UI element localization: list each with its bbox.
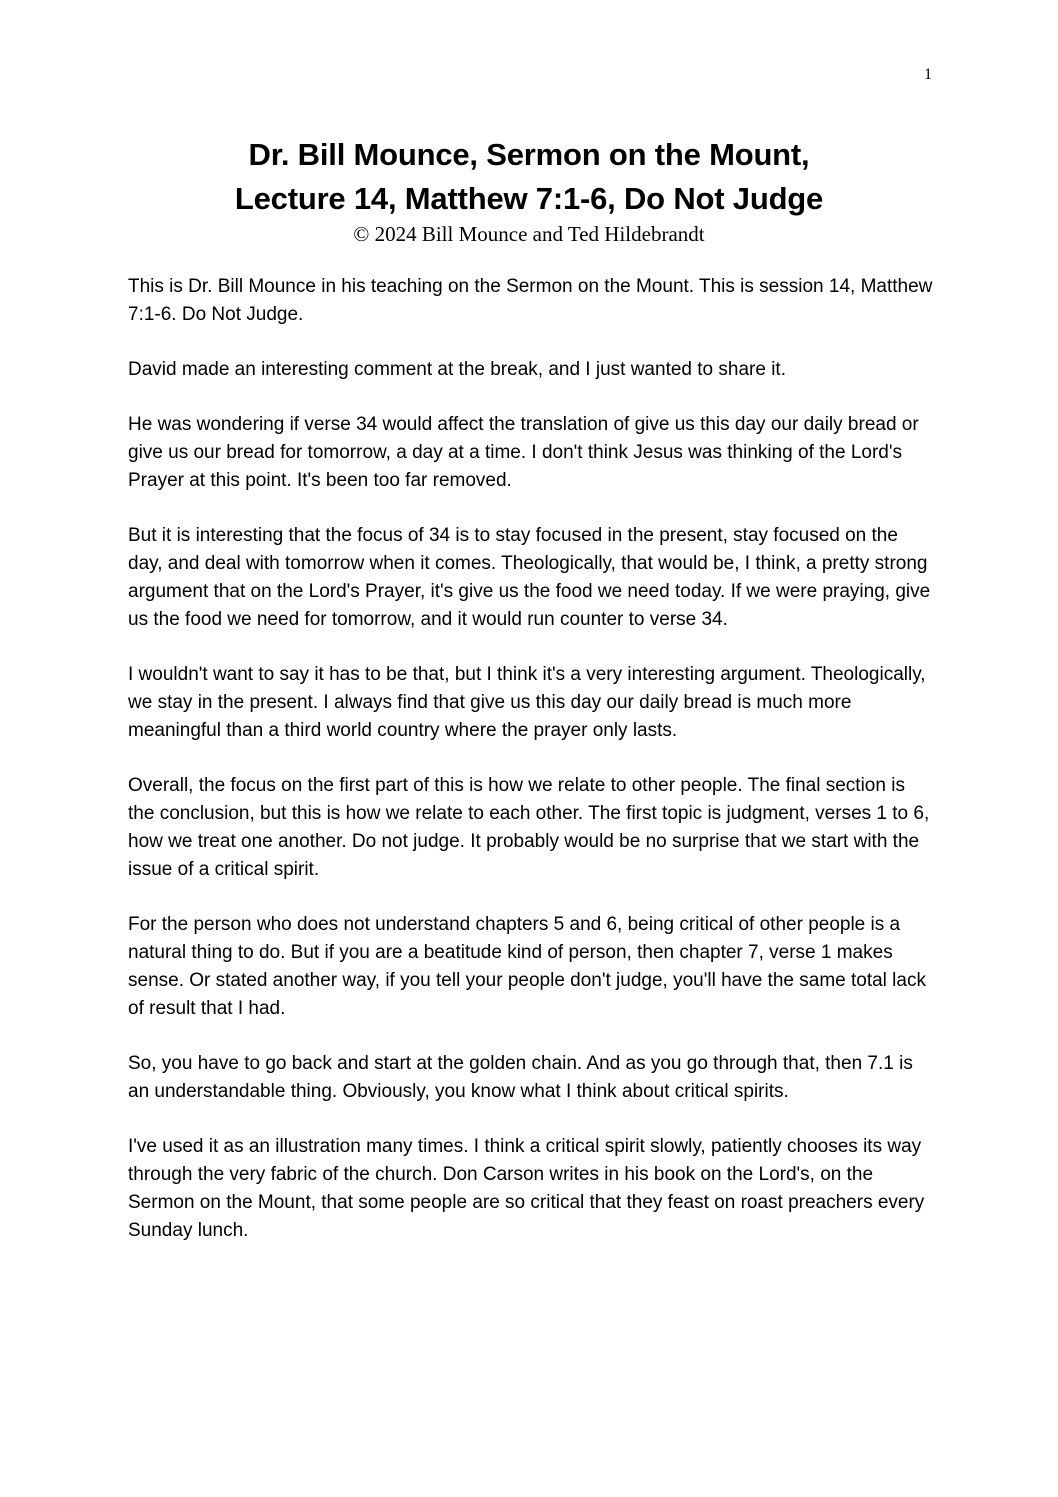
title-block (0, 133, 1058, 247)
paragraph-4: But it is interesting that the focus of 34 is to stay focused in the present, stay focused on the day, and deal with tomorrow when it comes. Theologically, that would be, I think, a pretty strong argument that on the Lord's Prayer, it's give us the food we need today. If we were praying, give us the food we need for tomorrow, and it would run counter to verse 34. (128, 525, 931, 630)
body-text (128, 273, 936, 1272)
paragraph-3: He was wondering if verse 34 would affect the translation of give us this day our daily bread or give us our bread for tomorrow, a day at a time. I don't think Jesus was thinking of the Lord's Prayer at this point. It's been too far removed. (128, 414, 919, 491)
paragraph-8: So, you have to go back and start at the golden chain. And as you go through that, then 7.1 is an understandable thing. Obviously, you know what I think about critical spirits. (128, 1053, 913, 1102)
document-title-line-1: Dr. Bill Mounce, Sermon on the Mount, (248, 137, 810, 172)
document-title-line-2: Lecture 14, Matthew 7:1-6, Do Not Judge (234, 181, 824, 216)
paragraph-7: For the person who does not understand chapters 5 and 6, being critical of other people is a natural thing to do. But if you are a beatitude kind of person, then chapter 7, verse 1 makes sense. Or stated another way, if you tell your people don't judge, you'll have the same total lack of result that I had. (128, 914, 926, 1019)
paragraph-5: I wouldn't want to say it has to be that, but I think it's a very interesting argument. Theologically, we stay in the present. I always find that give us this day our daily bread is much more meaningful than a third world country where the prayer only lasts. (128, 664, 926, 741)
paragraph-9: I've used it as an illustration many times. I think a critical spirit slowly, patiently chooses its way through the very fabric of the church. Don Carson writes in his book on the Lord's, on the Sermon on the Mount, that some people are so critical that they feast on roast preachers every Sunday lunch. (128, 1136, 925, 1241)
paragraph-2: David made an interesting comment at the break, and I just wanted to share it. (128, 359, 786, 380)
paragraph-1: This is Dr. Bill Mounce in his teaching on the Sermon on the Mount. This is session 14, Matthew 7:1-6. Do Not Judge. (128, 276, 933, 325)
page-number: 1 (924, 66, 932, 83)
paragraph-6: Overall, the focus on the first part of this is how we relate to other people. The final section is the conclusion, but this is how we relate to each other. The first topic is judgment, verses 1 to 6, how we treat one another. Do not judge. It probably would be no surprise that we start with the issue of a critical spirit. (128, 775, 930, 880)
copyright-notice: © 2024 Bill Mounce and Ted Hildebrandt (353, 222, 705, 246)
